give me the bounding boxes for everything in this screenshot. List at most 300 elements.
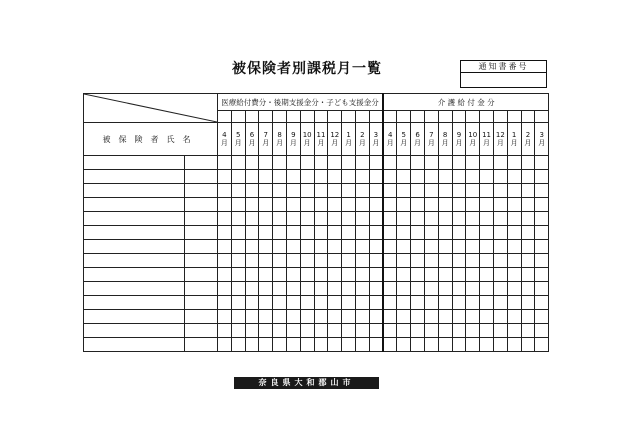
month-tax-cell[interactable] (286, 226, 300, 240)
month-tax-cell[interactable] (300, 310, 314, 324)
month-tax-cell[interactable] (355, 212, 369, 226)
month-tax-cell[interactable] (466, 324, 480, 338)
month-tax-cell[interactable] (273, 198, 287, 212)
month-tax-cell[interactable] (383, 338, 397, 352)
month-tax-cell[interactable] (342, 282, 356, 296)
month-tax-cell[interactable] (424, 198, 438, 212)
month-tax-cell[interactable] (286, 282, 300, 296)
month-tax-cell[interactable] (411, 268, 425, 282)
month-tax-cell[interactable] (480, 254, 494, 268)
month-tax-cell[interactable] (452, 240, 466, 254)
month-tax-cell[interactable] (355, 156, 369, 170)
insured-name-cell[interactable] (84, 198, 185, 212)
month-tax-cell[interactable] (314, 226, 328, 240)
month-tax-cell[interactable] (369, 198, 383, 212)
month-tax-cell[interactable] (273, 170, 287, 184)
month-tax-cell[interactable] (369, 226, 383, 240)
month-tax-cell[interactable] (342, 212, 356, 226)
month-tax-cell[interactable] (383, 268, 397, 282)
month-tax-cell[interactable] (507, 324, 521, 338)
name-sub-cell[interactable] (185, 156, 218, 170)
month-tax-cell[interactable] (438, 296, 452, 310)
month-tax-cell[interactable] (507, 240, 521, 254)
month-tax-cell[interactable] (521, 212, 535, 226)
month-tax-cell[interactable] (424, 170, 438, 184)
month-tax-cell[interactable] (286, 324, 300, 338)
month-tax-cell[interactable] (452, 310, 466, 324)
month-tax-cell[interactable] (259, 268, 273, 282)
name-sub-cell[interactable] (185, 338, 218, 352)
name-sub-cell[interactable] (185, 240, 218, 254)
month-tax-cell[interactable] (328, 282, 342, 296)
month-tax-cell[interactable] (397, 212, 411, 226)
month-tax-cell[interactable] (300, 212, 314, 226)
month-tax-cell[interactable] (438, 212, 452, 226)
month-tax-cell[interactable] (369, 184, 383, 198)
insured-name-cell[interactable] (84, 156, 185, 170)
month-tax-cell[interactable] (245, 254, 259, 268)
month-tax-cell[interactable] (424, 226, 438, 240)
insured-name-cell[interactable] (84, 268, 185, 282)
month-tax-cell[interactable] (328, 338, 342, 352)
month-tax-cell[interactable] (507, 226, 521, 240)
month-tax-cell[interactable] (342, 310, 356, 324)
month-tax-cell[interactable] (452, 338, 466, 352)
month-tax-cell[interactable] (273, 184, 287, 198)
month-tax-cell[interactable] (411, 226, 425, 240)
month-tax-cell[interactable] (355, 184, 369, 198)
month-tax-cell[interactable] (218, 184, 232, 198)
month-tax-cell[interactable] (397, 184, 411, 198)
month-tax-cell[interactable] (218, 310, 232, 324)
month-tax-cell[interactable] (521, 282, 535, 296)
month-tax-cell[interactable] (438, 282, 452, 296)
month-tax-cell[interactable] (273, 310, 287, 324)
month-tax-cell[interactable] (424, 254, 438, 268)
month-tax-cell[interactable] (300, 240, 314, 254)
month-tax-cell[interactable] (273, 296, 287, 310)
month-tax-cell[interactable] (259, 310, 273, 324)
month-tax-cell[interactable] (259, 338, 273, 352)
month-tax-cell[interactable] (245, 212, 259, 226)
month-tax-cell[interactable] (342, 156, 356, 170)
month-tax-cell[interactable] (273, 254, 287, 268)
name-sub-cell[interactable] (185, 212, 218, 226)
month-tax-cell[interactable] (342, 198, 356, 212)
insured-name-cell[interactable] (84, 310, 185, 324)
month-tax-cell[interactable] (342, 268, 356, 282)
month-tax-cell[interactable] (438, 170, 452, 184)
month-tax-cell[interactable] (521, 170, 535, 184)
month-tax-cell[interactable] (521, 338, 535, 352)
month-tax-cell[interactable] (397, 324, 411, 338)
month-tax-cell[interactable] (342, 240, 356, 254)
month-tax-cell[interactable] (259, 296, 273, 310)
month-tax-cell[interactable] (535, 296, 549, 310)
month-tax-cell[interactable] (328, 184, 342, 198)
month-tax-cell[interactable] (286, 184, 300, 198)
month-tax-cell[interactable] (535, 198, 549, 212)
month-tax-cell[interactable] (342, 338, 356, 352)
month-tax-cell[interactable] (535, 184, 549, 198)
month-tax-cell[interactable] (466, 310, 480, 324)
month-tax-cell[interactable] (314, 240, 328, 254)
month-tax-cell[interactable] (369, 240, 383, 254)
month-tax-cell[interactable] (424, 268, 438, 282)
month-tax-cell[interactable] (480, 226, 494, 240)
month-tax-cell[interactable] (259, 282, 273, 296)
month-tax-cell[interactable] (535, 310, 549, 324)
month-tax-cell[interactable] (259, 156, 273, 170)
month-tax-cell[interactable] (231, 282, 245, 296)
month-tax-cell[interactable] (286, 310, 300, 324)
month-tax-cell[interactable] (397, 198, 411, 212)
month-tax-cell[interactable] (231, 338, 245, 352)
month-tax-cell[interactable] (245, 310, 259, 324)
month-tax-cell[interactable] (411, 198, 425, 212)
month-tax-cell[interactable] (286, 254, 300, 268)
month-tax-cell[interactable] (383, 212, 397, 226)
insured-name-cell[interactable] (84, 324, 185, 338)
month-tax-cell[interactable] (245, 338, 259, 352)
month-tax-cell[interactable] (466, 254, 480, 268)
name-sub-cell[interactable] (185, 254, 218, 268)
month-tax-cell[interactable] (328, 240, 342, 254)
month-tax-cell[interactable] (493, 212, 507, 226)
month-tax-cell[interactable] (521, 156, 535, 170)
month-tax-cell[interactable] (521, 240, 535, 254)
month-tax-cell[interactable] (342, 226, 356, 240)
month-tax-cell[interactable] (342, 184, 356, 198)
month-tax-cell[interactable] (535, 324, 549, 338)
month-tax-cell[interactable] (245, 226, 259, 240)
month-tax-cell[interactable] (342, 296, 356, 310)
month-tax-cell[interactable] (466, 198, 480, 212)
month-tax-cell[interactable] (411, 156, 425, 170)
month-tax-cell[interactable] (424, 212, 438, 226)
month-tax-cell[interactable] (218, 254, 232, 268)
name-sub-cell[interactable] (185, 170, 218, 184)
month-tax-cell[interactable] (314, 212, 328, 226)
month-tax-cell[interactable] (397, 310, 411, 324)
month-tax-cell[interactable] (535, 212, 549, 226)
month-tax-cell[interactable] (286, 170, 300, 184)
month-tax-cell[interactable] (259, 184, 273, 198)
month-tax-cell[interactable] (259, 324, 273, 338)
month-tax-cell[interactable] (314, 198, 328, 212)
month-tax-cell[interactable] (383, 240, 397, 254)
month-tax-cell[interactable] (480, 310, 494, 324)
month-tax-cell[interactable] (535, 338, 549, 352)
month-tax-cell[interactable] (231, 240, 245, 254)
month-tax-cell[interactable] (286, 268, 300, 282)
month-tax-cell[interactable] (507, 268, 521, 282)
month-tax-cell[interactable] (218, 156, 232, 170)
month-tax-cell[interactable] (383, 198, 397, 212)
month-tax-cell[interactable] (480, 282, 494, 296)
month-tax-cell[interactable] (355, 310, 369, 324)
month-tax-cell[interactable] (507, 296, 521, 310)
month-tax-cell[interactable] (493, 268, 507, 282)
month-tax-cell[interactable] (480, 212, 494, 226)
month-tax-cell[interactable] (438, 226, 452, 240)
month-tax-cell[interactable] (535, 282, 549, 296)
month-tax-cell[interactable] (411, 310, 425, 324)
month-tax-cell[interactable] (411, 184, 425, 198)
month-tax-cell[interactable] (452, 296, 466, 310)
month-tax-cell[interactable] (314, 254, 328, 268)
month-tax-cell[interactable] (466, 338, 480, 352)
month-tax-cell[interactable] (328, 156, 342, 170)
month-tax-cell[interactable] (493, 324, 507, 338)
month-tax-cell[interactable] (231, 212, 245, 226)
month-tax-cell[interactable] (259, 212, 273, 226)
month-tax-cell[interactable] (466, 184, 480, 198)
month-tax-cell[interactable] (218, 338, 232, 352)
month-tax-cell[interactable] (507, 184, 521, 198)
month-tax-cell[interactable] (466, 212, 480, 226)
name-sub-cell[interactable] (185, 282, 218, 296)
month-tax-cell[interactable] (466, 156, 480, 170)
month-tax-cell[interactable] (328, 198, 342, 212)
month-tax-cell[interactable] (480, 268, 494, 282)
month-tax-cell[interactable] (218, 282, 232, 296)
month-tax-cell[interactable] (424, 156, 438, 170)
month-tax-cell[interactable] (273, 226, 287, 240)
month-tax-cell[interactable] (245, 198, 259, 212)
month-tax-cell[interactable] (424, 184, 438, 198)
month-tax-cell[interactable] (383, 184, 397, 198)
month-tax-cell[interactable] (397, 226, 411, 240)
month-tax-cell[interactable] (535, 226, 549, 240)
month-tax-cell[interactable] (452, 156, 466, 170)
name-sub-cell[interactable] (185, 324, 218, 338)
month-tax-cell[interactable] (300, 170, 314, 184)
month-tax-cell[interactable] (245, 170, 259, 184)
month-tax-cell[interactable] (314, 170, 328, 184)
month-tax-cell[interactable] (328, 212, 342, 226)
month-tax-cell[interactable] (397, 338, 411, 352)
name-sub-cell[interactable] (185, 296, 218, 310)
month-tax-cell[interactable] (231, 198, 245, 212)
month-tax-cell[interactable] (493, 338, 507, 352)
month-tax-cell[interactable] (300, 226, 314, 240)
month-tax-cell[interactable] (493, 198, 507, 212)
month-tax-cell[interactable] (259, 226, 273, 240)
month-tax-cell[interactable] (480, 338, 494, 352)
month-tax-cell[interactable] (452, 184, 466, 198)
month-tax-cell[interactable] (493, 170, 507, 184)
month-tax-cell[interactable] (300, 296, 314, 310)
month-tax-cell[interactable] (369, 310, 383, 324)
month-tax-cell[interactable] (383, 254, 397, 268)
month-tax-cell[interactable] (245, 324, 259, 338)
month-tax-cell[interactable] (535, 254, 549, 268)
month-tax-cell[interactable] (286, 338, 300, 352)
month-tax-cell[interactable] (314, 310, 328, 324)
month-tax-cell[interactable] (300, 338, 314, 352)
month-tax-cell[interactable] (259, 254, 273, 268)
month-tax-cell[interactable] (480, 184, 494, 198)
month-tax-cell[interactable] (507, 254, 521, 268)
month-tax-cell[interactable] (300, 282, 314, 296)
month-tax-cell[interactable] (452, 198, 466, 212)
month-tax-cell[interactable] (259, 170, 273, 184)
name-sub-cell[interactable] (185, 198, 218, 212)
month-tax-cell[interactable] (383, 310, 397, 324)
month-tax-cell[interactable] (342, 254, 356, 268)
month-tax-cell[interactable] (369, 324, 383, 338)
month-tax-cell[interactable] (355, 338, 369, 352)
month-tax-cell[interactable] (438, 240, 452, 254)
month-tax-cell[interactable] (369, 156, 383, 170)
month-tax-cell[interactable] (218, 240, 232, 254)
month-tax-cell[interactable] (521, 226, 535, 240)
month-tax-cell[interactable] (438, 310, 452, 324)
month-tax-cell[interactable] (424, 240, 438, 254)
month-tax-cell[interactable] (300, 324, 314, 338)
month-tax-cell[interactable] (328, 268, 342, 282)
month-tax-cell[interactable] (424, 310, 438, 324)
month-tax-cell[interactable] (245, 296, 259, 310)
month-tax-cell[interactable] (480, 296, 494, 310)
month-tax-cell[interactable] (245, 282, 259, 296)
month-tax-cell[interactable] (300, 184, 314, 198)
month-tax-cell[interactable] (218, 324, 232, 338)
month-tax-cell[interactable] (424, 282, 438, 296)
month-tax-cell[interactable] (300, 254, 314, 268)
month-tax-cell[interactable] (535, 156, 549, 170)
month-tax-cell[interactable] (286, 212, 300, 226)
month-tax-cell[interactable] (452, 268, 466, 282)
insured-name-cell[interactable] (84, 170, 185, 184)
month-tax-cell[interactable] (397, 268, 411, 282)
month-tax-cell[interactable] (328, 324, 342, 338)
month-tax-cell[interactable] (314, 282, 328, 296)
month-tax-cell[interactable] (452, 324, 466, 338)
month-tax-cell[interactable] (314, 296, 328, 310)
month-tax-cell[interactable] (300, 156, 314, 170)
month-tax-cell[interactable] (245, 184, 259, 198)
month-tax-cell[interactable] (438, 198, 452, 212)
month-tax-cell[interactable] (273, 240, 287, 254)
month-tax-cell[interactable] (355, 324, 369, 338)
month-tax-cell[interactable] (314, 156, 328, 170)
insured-name-cell[interactable] (84, 254, 185, 268)
month-tax-cell[interactable] (424, 338, 438, 352)
month-tax-cell[interactable] (452, 254, 466, 268)
month-tax-cell[interactable] (273, 156, 287, 170)
month-tax-cell[interactable] (355, 170, 369, 184)
month-tax-cell[interactable] (218, 226, 232, 240)
month-tax-cell[interactable] (493, 296, 507, 310)
month-tax-cell[interactable] (369, 170, 383, 184)
month-tax-cell[interactable] (218, 212, 232, 226)
month-tax-cell[interactable] (231, 156, 245, 170)
month-tax-cell[interactable] (383, 296, 397, 310)
month-tax-cell[interactable] (355, 254, 369, 268)
month-tax-cell[interactable] (438, 254, 452, 268)
month-tax-cell[interactable] (521, 324, 535, 338)
month-tax-cell[interactable] (466, 268, 480, 282)
month-tax-cell[interactable] (535, 240, 549, 254)
month-tax-cell[interactable] (259, 240, 273, 254)
month-tax-cell[interactable] (369, 338, 383, 352)
month-tax-cell[interactable] (286, 198, 300, 212)
name-sub-cell[interactable] (185, 310, 218, 324)
month-tax-cell[interactable] (355, 296, 369, 310)
month-tax-cell[interactable] (231, 254, 245, 268)
month-tax-cell[interactable] (466, 170, 480, 184)
month-tax-cell[interactable] (218, 170, 232, 184)
month-tax-cell[interactable] (328, 254, 342, 268)
month-tax-cell[interactable] (259, 198, 273, 212)
month-tax-cell[interactable] (493, 156, 507, 170)
month-tax-cell[interactable] (314, 324, 328, 338)
month-tax-cell[interactable] (521, 310, 535, 324)
name-sub-cell[interactable] (185, 268, 218, 282)
month-tax-cell[interactable] (218, 198, 232, 212)
month-tax-cell[interactable] (231, 226, 245, 240)
month-tax-cell[interactable] (424, 324, 438, 338)
insured-name-cell[interactable] (84, 282, 185, 296)
month-tax-cell[interactable] (493, 310, 507, 324)
month-tax-cell[interactable] (218, 268, 232, 282)
month-tax-cell[interactable] (273, 212, 287, 226)
month-tax-cell[interactable] (355, 226, 369, 240)
month-tax-cell[interactable] (397, 254, 411, 268)
month-tax-cell[interactable] (411, 212, 425, 226)
month-tax-cell[interactable] (383, 226, 397, 240)
month-tax-cell[interactable] (245, 240, 259, 254)
month-tax-cell[interactable] (452, 212, 466, 226)
month-tax-cell[interactable] (231, 296, 245, 310)
month-tax-cell[interactable] (411, 282, 425, 296)
name-sub-cell[interactable] (185, 184, 218, 198)
month-tax-cell[interactable] (507, 170, 521, 184)
month-tax-cell[interactable] (480, 198, 494, 212)
insured-name-cell[interactable] (84, 296, 185, 310)
month-tax-cell[interactable] (424, 296, 438, 310)
month-tax-cell[interactable] (231, 324, 245, 338)
month-tax-cell[interactable] (383, 324, 397, 338)
month-tax-cell[interactable] (231, 310, 245, 324)
month-tax-cell[interactable] (411, 254, 425, 268)
month-tax-cell[interactable] (231, 170, 245, 184)
month-tax-cell[interactable] (286, 240, 300, 254)
month-tax-cell[interactable] (342, 324, 356, 338)
month-tax-cell[interactable] (438, 338, 452, 352)
month-tax-cell[interactable] (493, 254, 507, 268)
month-tax-cell[interactable] (342, 170, 356, 184)
month-tax-cell[interactable] (438, 324, 452, 338)
month-tax-cell[interactable] (507, 310, 521, 324)
month-tax-cell[interactable] (231, 184, 245, 198)
month-tax-cell[interactable] (369, 254, 383, 268)
month-tax-cell[interactable] (286, 156, 300, 170)
month-tax-cell[interactable] (245, 156, 259, 170)
month-tax-cell[interactable] (314, 338, 328, 352)
month-tax-cell[interactable] (355, 198, 369, 212)
month-tax-cell[interactable] (397, 296, 411, 310)
month-tax-cell[interactable] (300, 268, 314, 282)
month-tax-cell[interactable] (466, 240, 480, 254)
month-tax-cell[interactable] (452, 282, 466, 296)
month-tax-cell[interactable] (438, 184, 452, 198)
month-tax-cell[interactable] (397, 240, 411, 254)
month-tax-cell[interactable] (521, 184, 535, 198)
month-tax-cell[interactable] (535, 268, 549, 282)
